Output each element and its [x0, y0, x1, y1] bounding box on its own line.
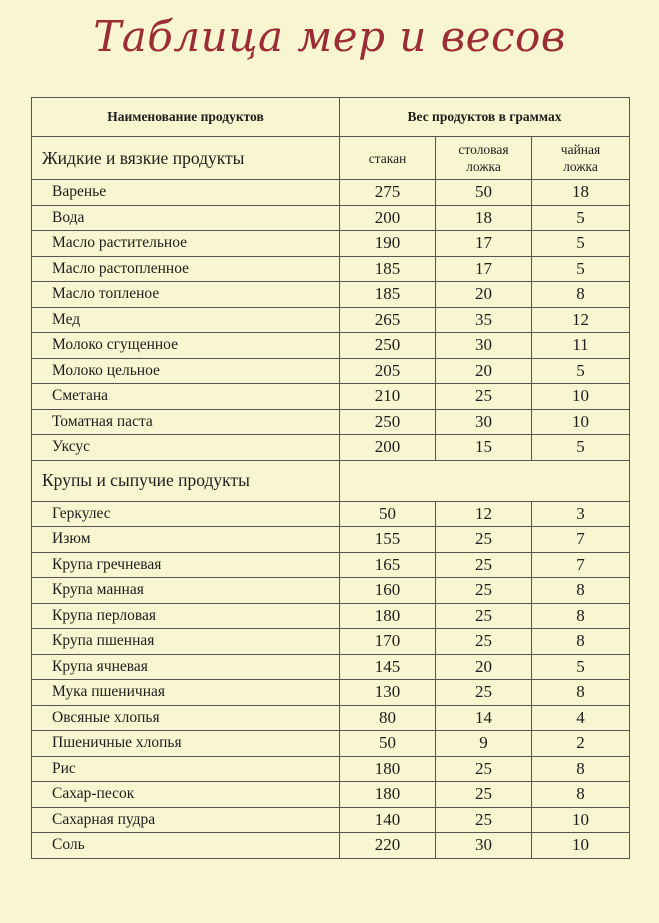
glass-weight: 140	[340, 807, 436, 833]
product-name: Молоко цельное	[32, 358, 340, 384]
glass-weight: 185	[340, 282, 436, 308]
teaspoon-weight: 7	[532, 552, 630, 578]
product-name: Пшеничные хлопья	[32, 731, 340, 757]
section-title: Крупы и сыпучие продукты	[32, 460, 340, 501]
glass-weight: 160	[340, 578, 436, 604]
table-row	[32, 731, 630, 757]
table-row	[32, 654, 630, 680]
teaspoon-weight: 7	[532, 527, 630, 553]
tablespoon-weight: 25	[436, 384, 532, 410]
product-name: Масло растопленное	[32, 256, 340, 282]
teaspoon-weight: 10	[532, 833, 630, 859]
glass-weight: 190	[340, 231, 436, 257]
teaspoon-weight: 8	[532, 282, 630, 308]
table-row	[32, 807, 630, 833]
teaspoon-weight: 3	[532, 501, 630, 527]
product-name: Сахарная пудра	[32, 807, 340, 833]
table-row	[32, 180, 630, 206]
product-name: Масло растительное	[32, 231, 340, 257]
table-row	[32, 501, 630, 527]
product-name: Крупа ячневая	[32, 654, 340, 680]
tablespoon-weight: 20	[436, 358, 532, 384]
glass-weight: 200	[340, 205, 436, 231]
section-title: Жидкие и вязкие продукты	[32, 137, 340, 180]
table-header-row	[32, 98, 630, 137]
section-header-row	[32, 137, 630, 180]
teaspoon-weight: 5	[532, 205, 630, 231]
column-header-teaspoon: чайная ложка	[532, 137, 630, 180]
teaspoon-weight: 5	[532, 231, 630, 257]
product-name: Вода	[32, 205, 340, 231]
glass-weight: 155	[340, 527, 436, 553]
teaspoon-weight: 12	[532, 307, 630, 333]
teaspoon-weight: 10	[532, 409, 630, 435]
glass-weight: 210	[340, 384, 436, 410]
product-name: Масло топленое	[32, 282, 340, 308]
table-row	[32, 282, 630, 308]
teaspoon-weight: 11	[532, 333, 630, 359]
glass-weight: 165	[340, 552, 436, 578]
product-name: Крупа перловая	[32, 603, 340, 629]
teaspoon-weight: 18	[532, 180, 630, 206]
section-header-blank	[340, 460, 630, 501]
glass-weight: 200	[340, 435, 436, 461]
table-row	[32, 384, 630, 410]
measures-table	[31, 97, 630, 859]
glass-weight: 205	[340, 358, 436, 384]
table-row	[32, 409, 630, 435]
table-row	[32, 205, 630, 231]
product-name: Томатная паста	[32, 409, 340, 435]
product-name: Сахар-песок	[32, 782, 340, 808]
tablespoon-weight: 25	[436, 629, 532, 655]
tablespoon-weight: 12	[436, 501, 532, 527]
table-row	[32, 680, 630, 706]
table-row	[32, 833, 630, 859]
column-header-tablespoon: столовая ложка	[436, 137, 532, 180]
tablespoon-weight: 20	[436, 282, 532, 308]
table-row	[32, 256, 630, 282]
tablespoon-weight: 30	[436, 833, 532, 859]
product-name: Овсяные хлопья	[32, 705, 340, 731]
product-name: Сметана	[32, 384, 340, 410]
table-row	[32, 231, 630, 257]
teaspoon-weight: 8	[532, 629, 630, 655]
product-name: Варенье	[32, 180, 340, 206]
table-row	[32, 527, 630, 553]
product-name: Геркулес	[32, 501, 340, 527]
tablespoon-weight: 25	[436, 680, 532, 706]
product-name: Изюм	[32, 527, 340, 553]
product-name: Рис	[32, 756, 340, 782]
table-row	[32, 629, 630, 655]
teaspoon-weight: 5	[532, 654, 630, 680]
tablespoon-weight: 50	[436, 180, 532, 206]
product-name: Крупа манная	[32, 578, 340, 604]
tablespoon-weight: 17	[436, 231, 532, 257]
product-name: Мед	[32, 307, 340, 333]
glass-weight: 50	[340, 501, 436, 527]
teaspoon-weight: 8	[532, 603, 630, 629]
section-header-row	[32, 460, 630, 501]
tablespoon-weight: 30	[436, 333, 532, 359]
glass-weight: 185	[340, 256, 436, 282]
tablespoon-weight: 18	[436, 205, 532, 231]
teaspoon-weight: 8	[532, 578, 630, 604]
glass-weight: 145	[340, 654, 436, 680]
product-name: Уксус	[32, 435, 340, 461]
tablespoon-weight: 17	[436, 256, 532, 282]
teaspoon-weight: 10	[532, 384, 630, 410]
teaspoon-weight: 8	[532, 680, 630, 706]
table-row	[32, 435, 630, 461]
glass-weight: 265	[340, 307, 436, 333]
table-row	[32, 333, 630, 359]
teaspoon-weight: 5	[532, 435, 630, 461]
teaspoon-weight: 8	[532, 756, 630, 782]
product-name: Крупа гречневая	[32, 552, 340, 578]
tablespoon-weight: 25	[436, 527, 532, 553]
tablespoon-weight: 9	[436, 731, 532, 757]
tablespoon-weight: 20	[436, 654, 532, 680]
glass-weight: 180	[340, 603, 436, 629]
teaspoon-weight: 4	[532, 705, 630, 731]
teaspoon-weight: 5	[532, 358, 630, 384]
product-name: Соль	[32, 833, 340, 859]
tablespoon-weight: 30	[436, 409, 532, 435]
tablespoon-weight: 35	[436, 307, 532, 333]
glass-weight: 170	[340, 629, 436, 655]
teaspoon-weight: 2	[532, 731, 630, 757]
tablespoon-weight: 25	[436, 756, 532, 782]
tablespoon-weight: 25	[436, 782, 532, 808]
page-title: Таблица мер и весов	[93, 12, 566, 61]
column-header-weight: Вес продуктов в граммах	[340, 98, 630, 137]
table-row	[32, 756, 630, 782]
tablespoon-weight: 14	[436, 705, 532, 731]
table-row	[32, 782, 630, 808]
table-row	[32, 307, 630, 333]
product-name: Крупа пшенная	[32, 629, 340, 655]
tablespoon-weight: 25	[436, 578, 532, 604]
glass-weight: 250	[340, 333, 436, 359]
product-name: Молоко сгущенное	[32, 333, 340, 359]
glass-weight: 80	[340, 705, 436, 731]
teaspoon-weight: 10	[532, 807, 630, 833]
table-row	[32, 358, 630, 384]
teaspoon-weight: 5	[532, 256, 630, 282]
glass-weight: 50	[340, 731, 436, 757]
table-row	[32, 603, 630, 629]
tablespoon-weight: 25	[436, 807, 532, 833]
table-row	[32, 705, 630, 731]
column-header-glass: стакан	[340, 137, 436, 180]
glass-weight: 220	[340, 833, 436, 859]
glass-weight: 130	[340, 680, 436, 706]
glass-weight: 250	[340, 409, 436, 435]
tablespoon-weight: 25	[436, 552, 532, 578]
glass-weight: 180	[340, 782, 436, 808]
tablespoon-weight: 25	[436, 603, 532, 629]
teaspoon-weight: 8	[532, 782, 630, 808]
tablespoon-weight: 15	[436, 435, 532, 461]
column-header-name: Наименование продуктов	[32, 98, 340, 137]
table-row	[32, 578, 630, 604]
table-row	[32, 552, 630, 578]
glass-weight: 275	[340, 180, 436, 206]
product-name: Мука пшеничная	[32, 680, 340, 706]
glass-weight: 180	[340, 756, 436, 782]
